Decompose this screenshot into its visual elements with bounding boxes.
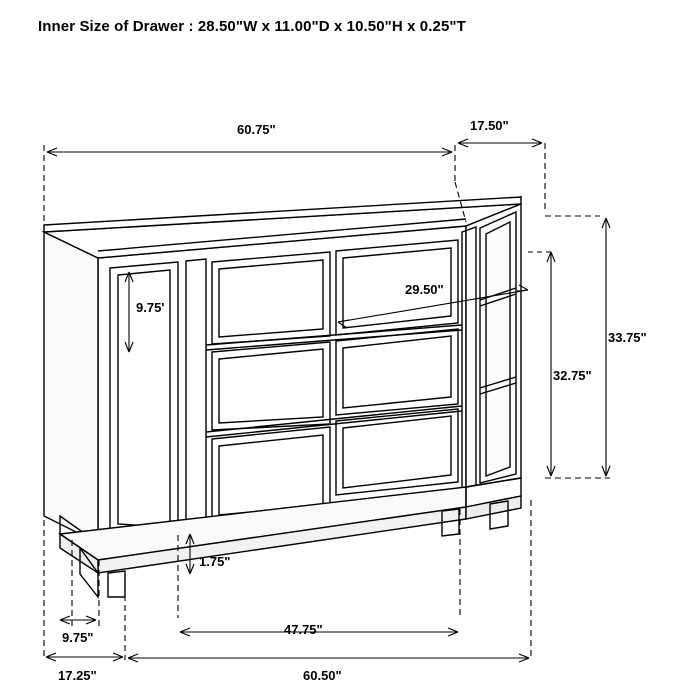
dim-label-base-width-overall: 60.50" bbox=[303, 668, 342, 683]
dim-label-leg-height: 1.75" bbox=[199, 554, 231, 569]
dim-label-base-width-inner: 47.75" bbox=[284, 622, 323, 637]
dim-label-drawer-width-inner: 29.50" bbox=[405, 282, 444, 297]
dim-label-overall-height: 33.75" bbox=[608, 330, 647, 345]
page-title: Inner Size of Drawer : 28.50"W x 11.00"D x 10.50"H x 0.25"T bbox=[38, 18, 466, 35]
dim-label-drawer-height-left: 9.75' bbox=[136, 300, 165, 315]
dim-label-foot-inset: 9.75" bbox=[62, 630, 94, 645]
dim-label-foot-width: 17.25" bbox=[58, 668, 97, 683]
dim-label-cabinet-height: 32.75" bbox=[553, 368, 592, 383]
dim-label-top-width-side: 17.50" bbox=[470, 118, 509, 133]
dim-label-top-width-main: 60.75" bbox=[237, 122, 276, 137]
